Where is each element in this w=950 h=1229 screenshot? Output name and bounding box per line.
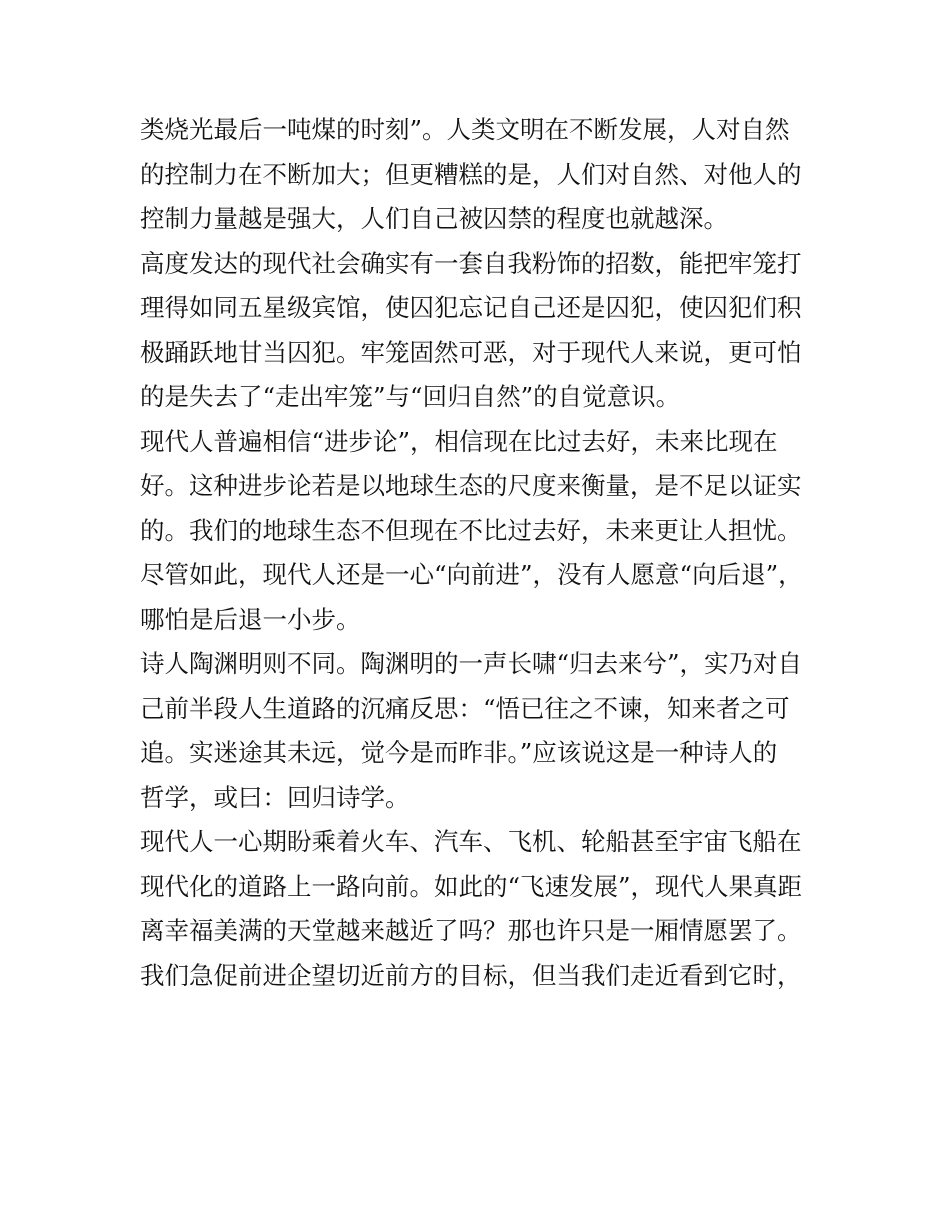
text-line: 高度发达的现代社会确实有一套自我粉饰的招数，能把牢笼打 <box>140 248 802 278</box>
text-line: 的是失去了“走出牢笼”与“回归自然”的自觉意识。 <box>140 382 681 411</box>
text-line: 哲学，或曰：回归诗学。 <box>140 782 410 812</box>
text-line: 追。实迷途其未远，觉今是而昨非。”应该说这是一种诗人的 <box>140 738 778 767</box>
text-line: 现代人一心期盼乘着火车、汽车、飞机、轮船甚至宇宙飞船在 <box>140 827 802 856</box>
text-line: 好。这种进步论若是以地球生态的尺度来衡量，是不足以证实 <box>140 471 802 500</box>
text-line: 的。我们的地球生态不但现在不比过去好，未来更让人担忧。 <box>140 515 802 545</box>
text-line: 类烧光最后一吨煤的时刻”。人类文明在不断发展，人对自然 <box>140 115 790 144</box>
text-line: 控制力量越是强大，人们自己被囚禁的程度也就越深。 <box>140 204 728 233</box>
text-line: 哪怕是后退一小步。 <box>140 604 361 634</box>
text-line: 的控制力在不断加大；但更糟糕的是，人们对自然、对他人的 <box>140 159 802 189</box>
text-line: 尽管如此，现代人还是一心“向前进”，没有人愿意“向后退”， <box>140 560 803 589</box>
text-line: 离幸福美满的天堂越来越近了吗？那也许只是一厢情愿罢了。 <box>140 916 802 945</box>
text-line: 理得如同五星级宾馆，使囚犯忘记自己还是囚犯，使囚犯们积 <box>140 293 802 322</box>
text-line: 现代化的道路上一路向前。如此的“飞速发展”，现代人果真距 <box>140 871 803 901</box>
text-line: 诗人陶渊明则不同。陶渊明的一声长啸“归去来兮”，实乃对自 <box>140 649 803 678</box>
body-text <box>140 108 820 998</box>
text-line: 现代人普遍相信“进步论”，相信现在比过去好，未来比现在 <box>140 426 778 456</box>
text-line: 己前半段人生道路的沉痛反思：“悟已往之不谏，知来者之可 <box>140 693 790 723</box>
text-line: 我们急促前进企望切近前方的目标，但当我们走近看到它时， <box>140 960 802 990</box>
text-line: 极踊跃地甘当囚犯。牢笼固然可恶，对于现代人来说，更可怕 <box>140 337 802 367</box>
